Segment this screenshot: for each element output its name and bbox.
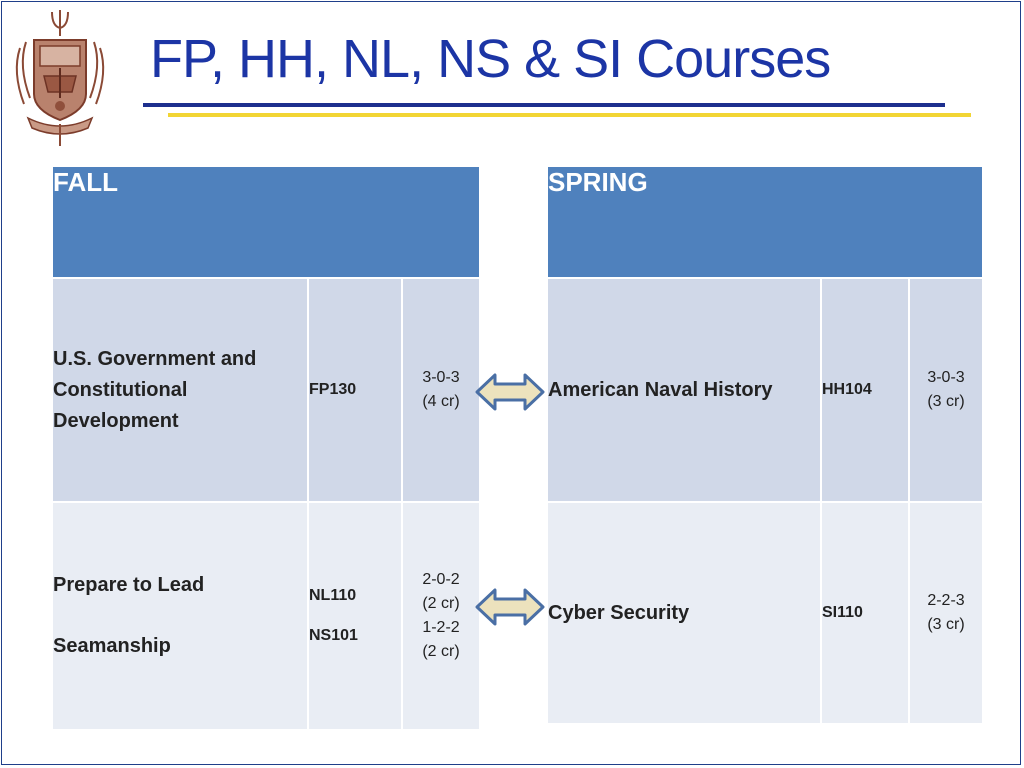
spring-table (546, 165, 984, 725)
course-credits: 2-0-2 (2 cr) 1-2-2 (2 cr) (402, 502, 480, 730)
course-credits: 3-0-3 (4 cr) (402, 278, 480, 502)
fall-table (51, 165, 481, 731)
course-code: SI110 (821, 502, 909, 724)
course-credits: 3-0-3 (3 cr) (909, 278, 983, 502)
spring-header: SPRING (547, 166, 983, 278)
course-code: FP130 (308, 278, 402, 502)
slide-title: FP, HH, NL, NS & SI Courses (150, 29, 831, 89)
course-name: American Naval History (547, 278, 821, 502)
course-name: Prepare to Lead Seamanship (52, 502, 308, 730)
naval-academy-crest-icon (8, 6, 112, 148)
fall-header: FALL (52, 166, 480, 278)
double-arrow-icon (475, 372, 545, 412)
course-name: U.S. Government and Constitutional Development (52, 278, 308, 502)
title-underline-gold (168, 113, 971, 117)
table-row (52, 278, 480, 502)
course-credits: 2-2-3 (3 cr) (909, 502, 983, 724)
table-row (547, 278, 983, 502)
table-row (52, 502, 480, 730)
table-row (547, 502, 983, 724)
double-arrow-icon (475, 587, 545, 627)
course-name: Cyber Security (547, 502, 821, 724)
course-code: NL110 NS101 (308, 502, 402, 730)
title-underline-blue (143, 103, 945, 107)
course-code: HH104 (821, 278, 909, 502)
